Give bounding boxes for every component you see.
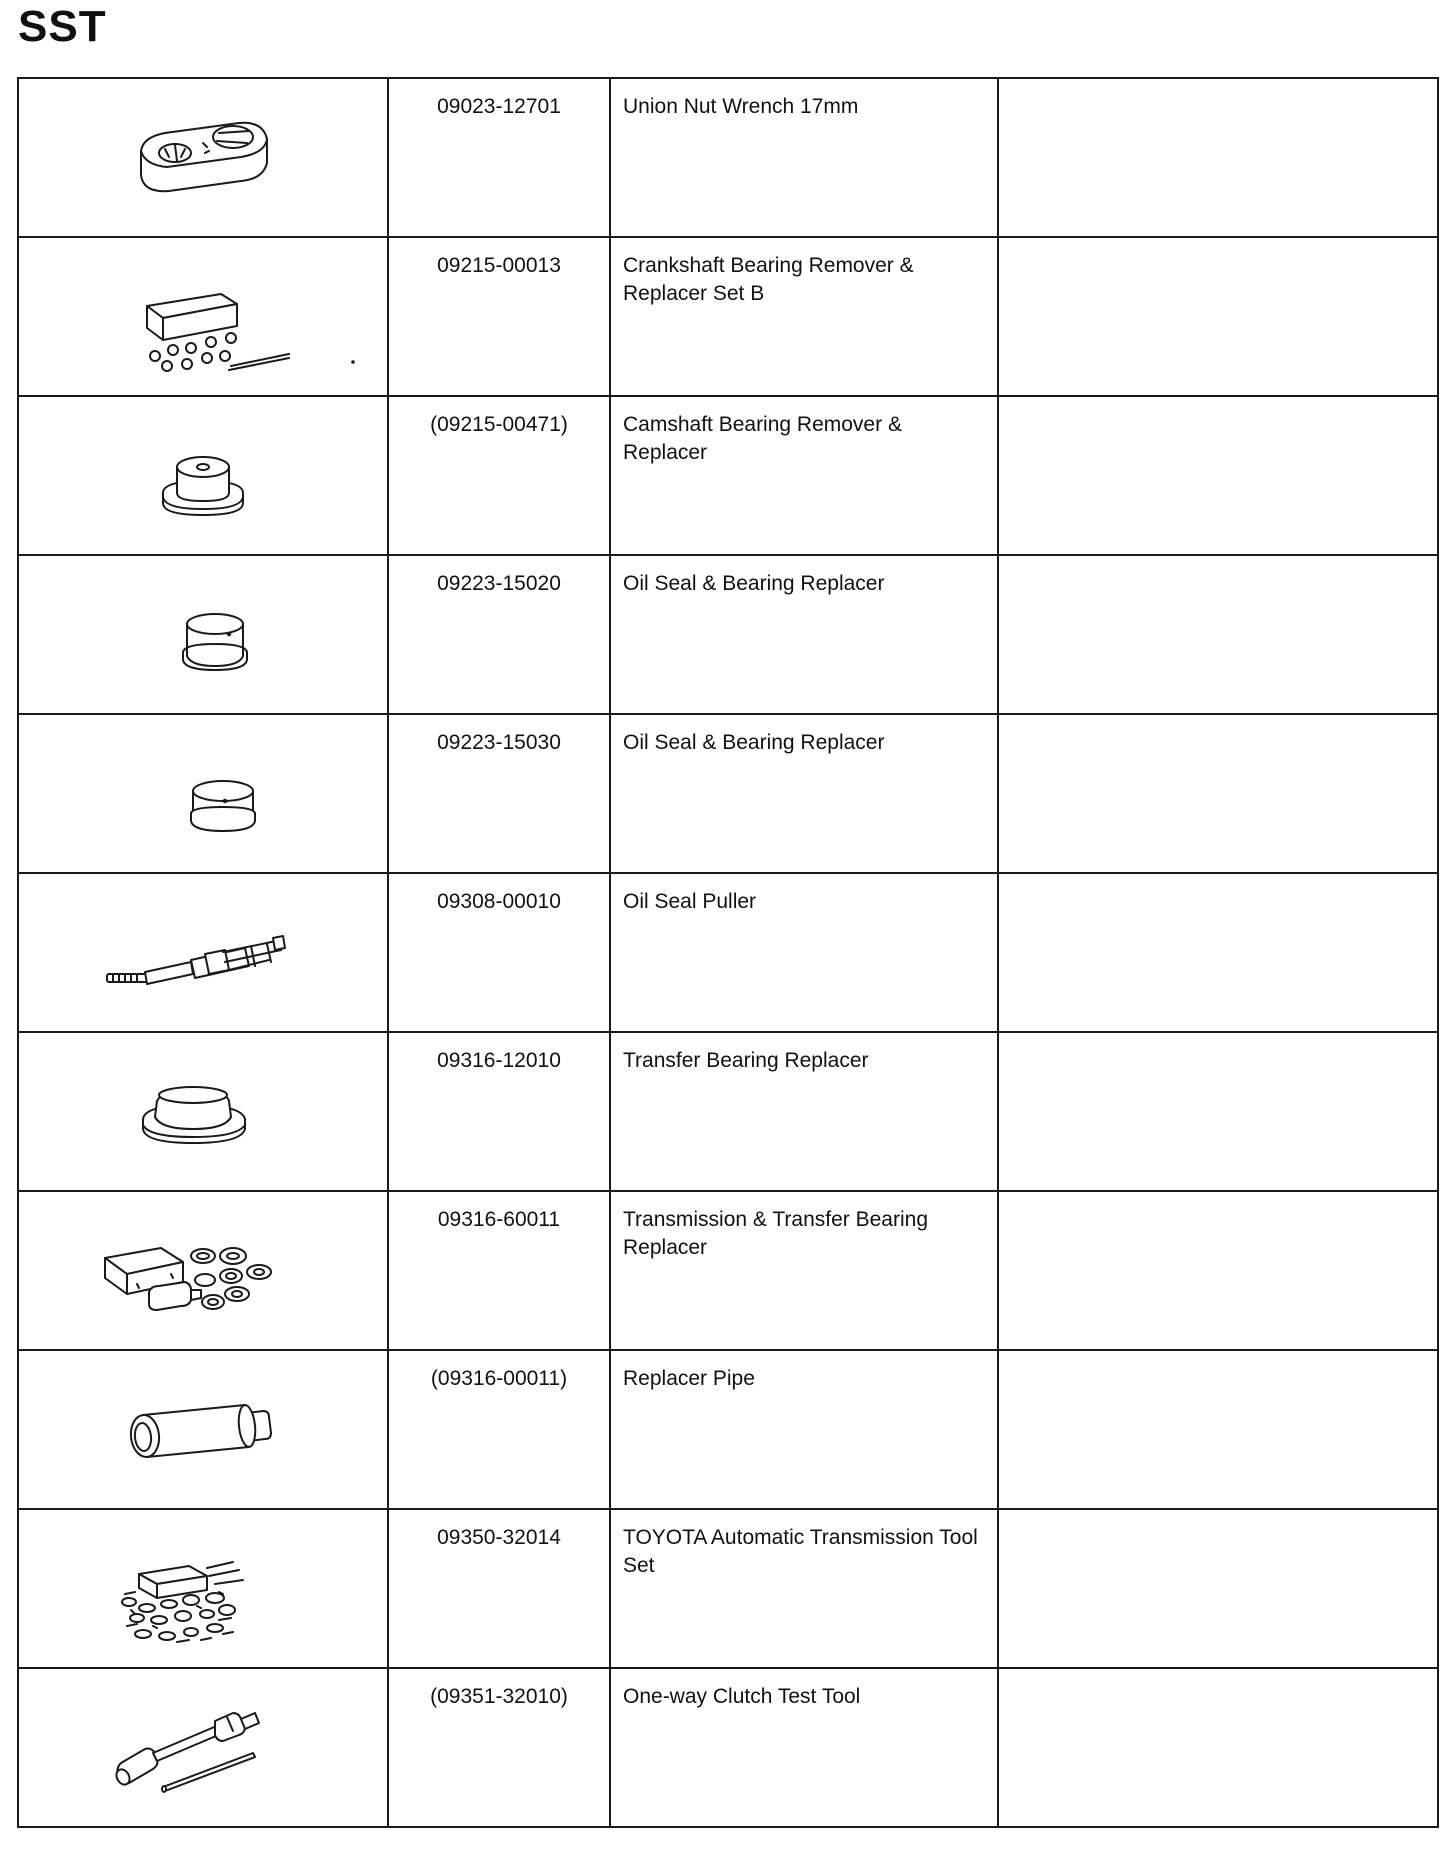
oil-seal-puller-icon — [19, 874, 389, 1031]
empty-cell — [998, 237, 1438, 396]
oil-seal-replacer-icon — [19, 556, 389, 713]
table-row — [18, 714, 1438, 873]
empty-cell — [998, 873, 1438, 1032]
empty-cell — [998, 714, 1438, 873]
part-name: TOYOTA Automatic Transmission Tool Set — [623, 1526, 978, 1577]
oil-seal-replacer-icon — [19, 715, 389, 872]
tool-illustration-cell — [18, 873, 388, 1032]
part-number: 09316-12010 — [437, 1049, 561, 1072]
part-name: Replacer Pipe — [623, 1367, 755, 1390]
part-number: 09316-60011 — [437, 1208, 561, 1231]
table-row — [18, 237, 1438, 396]
transfer-bearing-replacer-icon — [19, 1033, 389, 1190]
empty-cell — [998, 1032, 1438, 1191]
empty-cell — [998, 1350, 1438, 1509]
tool-illustration-cell — [18, 78, 388, 237]
tool-illustration-cell — [18, 1668, 388, 1827]
table-row — [18, 1350, 1438, 1509]
tool-illustration-cell — [18, 714, 388, 873]
part-name: Transfer Bearing Replacer — [623, 1049, 869, 1072]
part-name: Oil Seal Puller — [623, 890, 757, 913]
part-name: Oil Seal & Bearing Replacer — [623, 731, 885, 754]
sst-table — [17, 77, 1439, 1828]
tool-illustration-cell — [18, 396, 388, 555]
table-row — [18, 396, 1438, 555]
empty-cell — [998, 396, 1438, 555]
part-number: 09308-00010 — [437, 890, 561, 913]
table-row — [18, 1032, 1438, 1191]
tool-illustration-cell — [18, 555, 388, 714]
table-row — [18, 555, 1438, 714]
part-name: Camshaft Bearing Remover & Replacer — [623, 413, 902, 464]
part-number: 09350-32014 — [437, 1526, 561, 1549]
part-name: Crankshaft Bearing Remover & Replacer Set B — [623, 254, 914, 305]
table-row — [18, 1191, 1438, 1350]
table-row — [18, 1668, 1438, 1827]
transmission-tool-set-icon — [19, 1510, 389, 1667]
replacer-pipe-icon — [19, 1351, 389, 1508]
part-number: 09215-00013 — [437, 254, 561, 277]
table-row — [18, 873, 1438, 1032]
empty-cell — [998, 1509, 1438, 1668]
tool-illustration-cell — [18, 237, 388, 396]
part-name: Transmission & Transfer Bearing Replacer — [623, 1208, 929, 1259]
part-number: 09223-15020 — [437, 572, 561, 595]
tool-illustration-cell — [18, 1191, 388, 1350]
part-number: (09215-00471) — [430, 413, 568, 436]
page-title: SST — [18, 2, 107, 51]
table-row — [18, 1509, 1438, 1668]
union-nut-wrench-icon — [19, 79, 389, 236]
part-name: One-way Clutch Test Tool — [623, 1685, 861, 1708]
tool-illustration-cell — [18, 1032, 388, 1191]
tool-illustration-cell — [18, 1350, 388, 1509]
part-number: 09023-12701 — [437, 95, 561, 118]
part-number: (09351-32010) — [430, 1685, 568, 1708]
part-number: (09316-00011) — [430, 1367, 568, 1390]
empty-cell — [998, 1191, 1438, 1350]
tool-illustration-cell — [18, 1509, 388, 1668]
part-name: Oil Seal & Bearing Replacer — [623, 572, 885, 595]
empty-cell — [998, 1668, 1438, 1827]
transmission-bearing-set-icon — [19, 1192, 389, 1349]
clutch-test-tool-icon — [19, 1669, 389, 1826]
part-name: Union Nut Wrench 17mm — [623, 95, 859, 118]
part-number: 09223-15030 — [437, 731, 561, 754]
empty-cell — [998, 78, 1438, 237]
empty-cell — [998, 555, 1438, 714]
camshaft-bearing-tool-icon — [19, 397, 389, 554]
bearing-remover-set-icon — [19, 238, 389, 395]
table-row — [18, 78, 1438, 237]
